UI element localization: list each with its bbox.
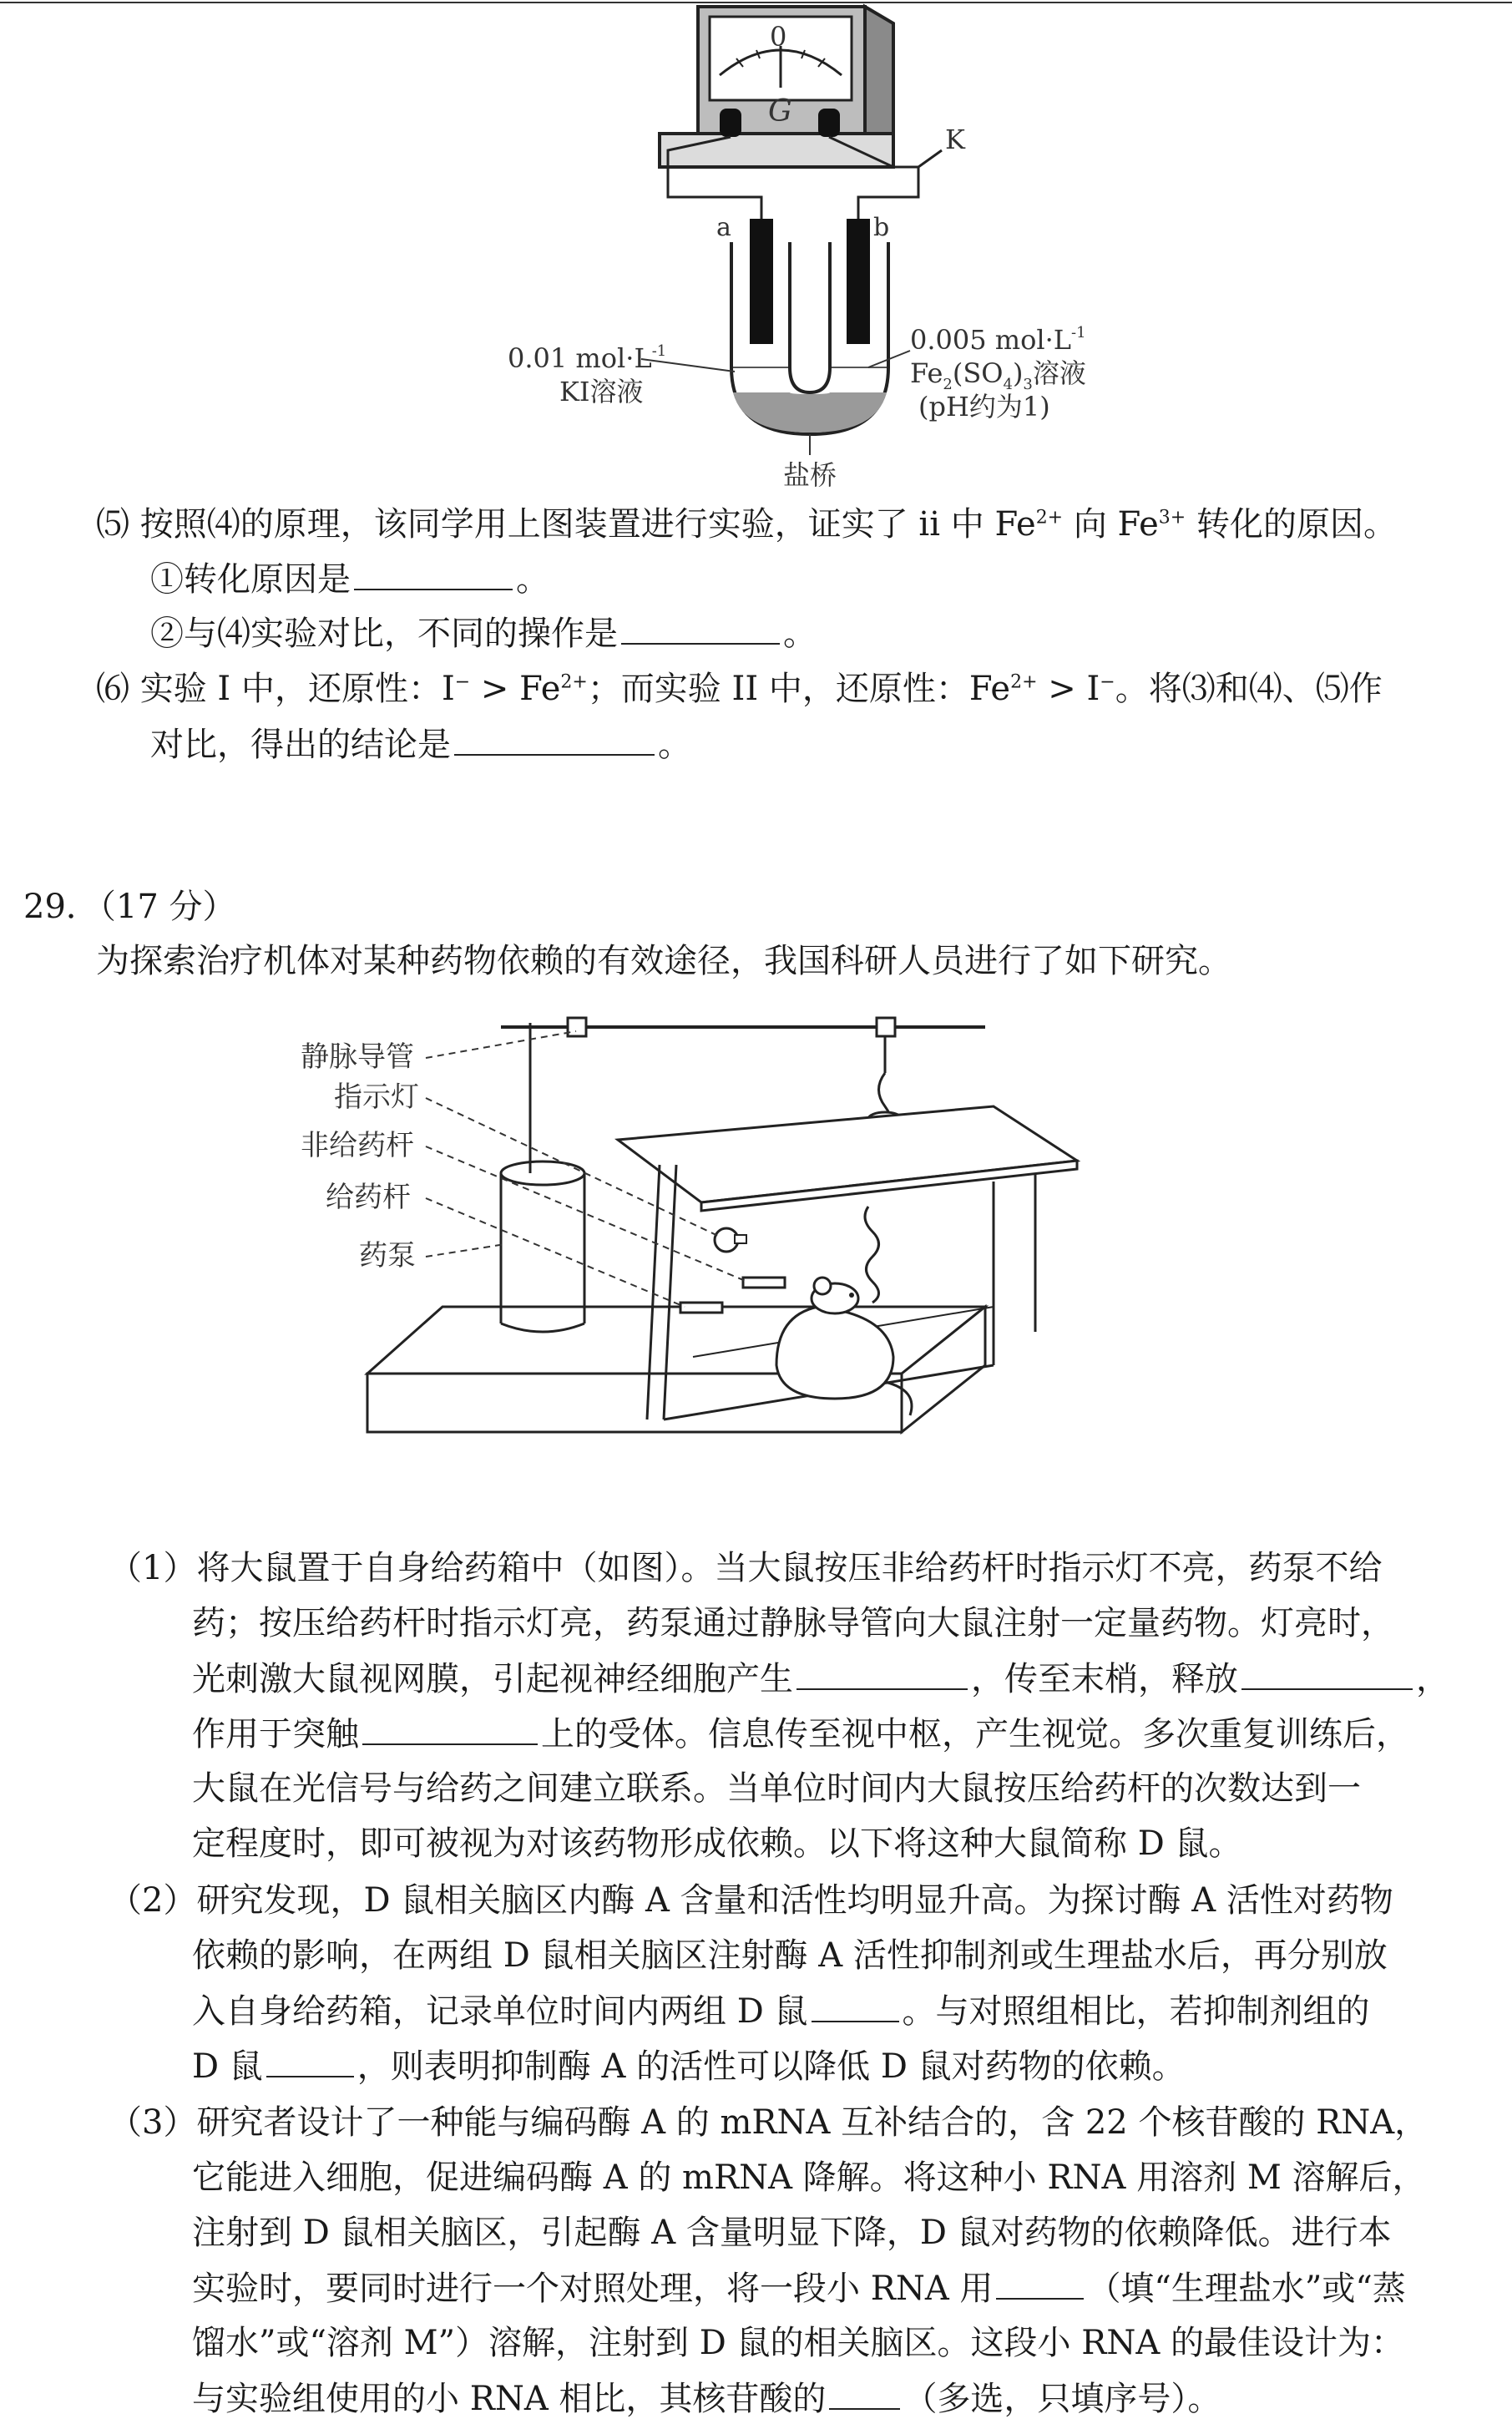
q28-p5-line3: ②与⑷实验对比，不同的操作是 。 <box>150 610 817 657</box>
salt-bridge-label: 盐桥 <box>783 459 837 491</box>
right-solution-ph: (pH约为1) <box>918 391 1050 423</box>
label-pump: 药泵 <box>359 1239 416 1273</box>
q29-p3-line3: 注射到 D 鼠相关脑区，引起酶 A 含量明显下降，D 鼠对药物的依赖降低。进行本 <box>192 2214 1392 2252</box>
right-solution-conc: 0.005 $mol\cdot L^{-1}$ <box>910 324 1086 356</box>
q29-p2-line1: （2）研究发现，D 鼠相关脑区内酶 A 含量和活性均明显升高。为探讨酶 A 活性对药物 <box>109 1881 1393 1920</box>
q29-p2-line4: D 鼠 ，则表明抑制酶 A 的活性可以降低 D 鼠对药物的依赖。 <box>192 2042 1186 2090</box>
answer-blank[interactable] <box>812 1987 899 2022</box>
q29-p3-line1: （3）研究者设计了一种能与编码酶 A 的 mRNA 互补结合的，含 22 个核苷酸的 RNA， <box>109 2103 1429 2142</box>
answer-blank[interactable] <box>996 2265 1084 2300</box>
q29-p1-line1: （1）将大鼠置于自身给药箱中（如图）。当大鼠按压非给药杆时指示灯不亮，药泵不给 <box>109 1549 1383 1587</box>
switch-k-label: K <box>945 124 965 155</box>
left-solution-conc: 0.01 $mol\cdot L^{-1}$ <box>508 342 667 374</box>
q28-p5-line1: ⑸ 按照⑷的原理，该同学用上图装置进行实验，证实了 ii 中 $Fe^{2+}$ 向 $Fe^{3+}$ 转化的原因。 <box>96 505 1397 544</box>
answer-blank[interactable] <box>1241 1655 1413 1690</box>
answer-blank[interactable] <box>362 1710 538 1745</box>
q29-p3-line2: 它能进入细胞，促进编码酶 A 的 mRNA 降解。将这种小 RNA 用溶剂 M 溶解后， <box>192 2158 1426 2197</box>
left-solution-name: KI溶液 <box>559 376 644 407</box>
q29-p1-line4: 作用于突触 上的受体。信息传至视中枢，产生视觉。多次重复训练后， <box>192 1710 1409 1758</box>
answer-blank[interactable] <box>796 1655 968 1690</box>
answer-blank[interactable] <box>621 610 780 645</box>
label-indicator: 指示灯 <box>334 1080 419 1114</box>
q29-intro: 为探索治疗机体对某种药物依赖的有效途径，我国科研人员进行了如下研究。 <box>96 942 1231 980</box>
galvanic-cell-figure <box>501 0 1135 493</box>
q29-p2-line2: 依赖的影响，在两组 D 鼠相关脑区注射酶 A 活性抑制剂或生理盐水后，再分别放 <box>192 1936 1388 1975</box>
q29-p3-line4: 实验时，要同时进行一个对照处理，将一段小 RNA 用 （填“生理盐水”或“蒸 <box>192 2265 1406 2312</box>
q28-p5-line2: ①转化原因是 。 <box>150 555 549 603</box>
electrode-a-label: a <box>716 213 731 242</box>
self-administration-box-figure <box>301 1006 1135 1524</box>
q29-p1-line5: 大鼠在光信号与给药之间建立联系。当单位时间内大鼠按压给药杆的次数达到一 <box>192 1769 1361 1808</box>
label-drug-lever: 给药杆 <box>326 1181 411 1214</box>
electrode-b-label: b <box>873 213 890 242</box>
answer-blank[interactable] <box>454 721 655 756</box>
label-non-drug-lever: 非给药杆 <box>301 1129 414 1162</box>
right-solution-name: $Fe_2(SO_4)_3$溶液 <box>910 357 1086 393</box>
q29-number: 29．（17 分） <box>23 888 236 926</box>
answer-blank[interactable] <box>829 2375 900 2410</box>
galvanometer <box>660 7 893 167</box>
q29-p3-line6: 与实验组使用的小 RNA 相比，其核苷酸的 （多选，只填序号）。 <box>192 2375 1221 2422</box>
answer-blank[interactable] <box>354 555 513 590</box>
meter-g-label: G <box>768 94 792 129</box>
q29-p1-line2: 药；按压给药杆时指示灯亮，药泵通过静脉导管向大鼠注射一定量药物。灯亮时， <box>192 1604 1394 1642</box>
q28-p6-line2: 对比，得出的结论是 。 <box>150 721 691 768</box>
q29-p1-line3: 光刺激大鼠视网膜，引起视神经细胞产生 ，传至末梢，释放 ， <box>192 1655 1449 1703</box>
label-vein-tube: 静脉导管 <box>301 1040 414 1074</box>
answer-blank[interactable] <box>266 2042 354 2077</box>
q29-p3-line5: 馏水”或“溶剂 M”）溶解，注射到 D 鼠的相关脑区。这段小 RNA 的最佳设计为： <box>192 2324 1404 2362</box>
q29-p2-line3: 入自身给药箱，记录单位时间内两组 D 鼠 。与对照组相比，若抑制剂组的 <box>192 1987 1370 2035</box>
q29-p1-line6: 定程度时，即可被视为对该药物形成依赖。以下将这种大鼠简称 D 鼠。 <box>192 1824 1242 1863</box>
q28-p6-line1: ⑹ 实验 I 中，还原性：$I^- > Fe^{2+}$；而实验 II 中，还原性：$Fe^{2+} > I^-$。将⑶和⑷、⑸作 <box>96 670 1383 708</box>
meter-zero-label: 0 <box>770 21 787 53</box>
